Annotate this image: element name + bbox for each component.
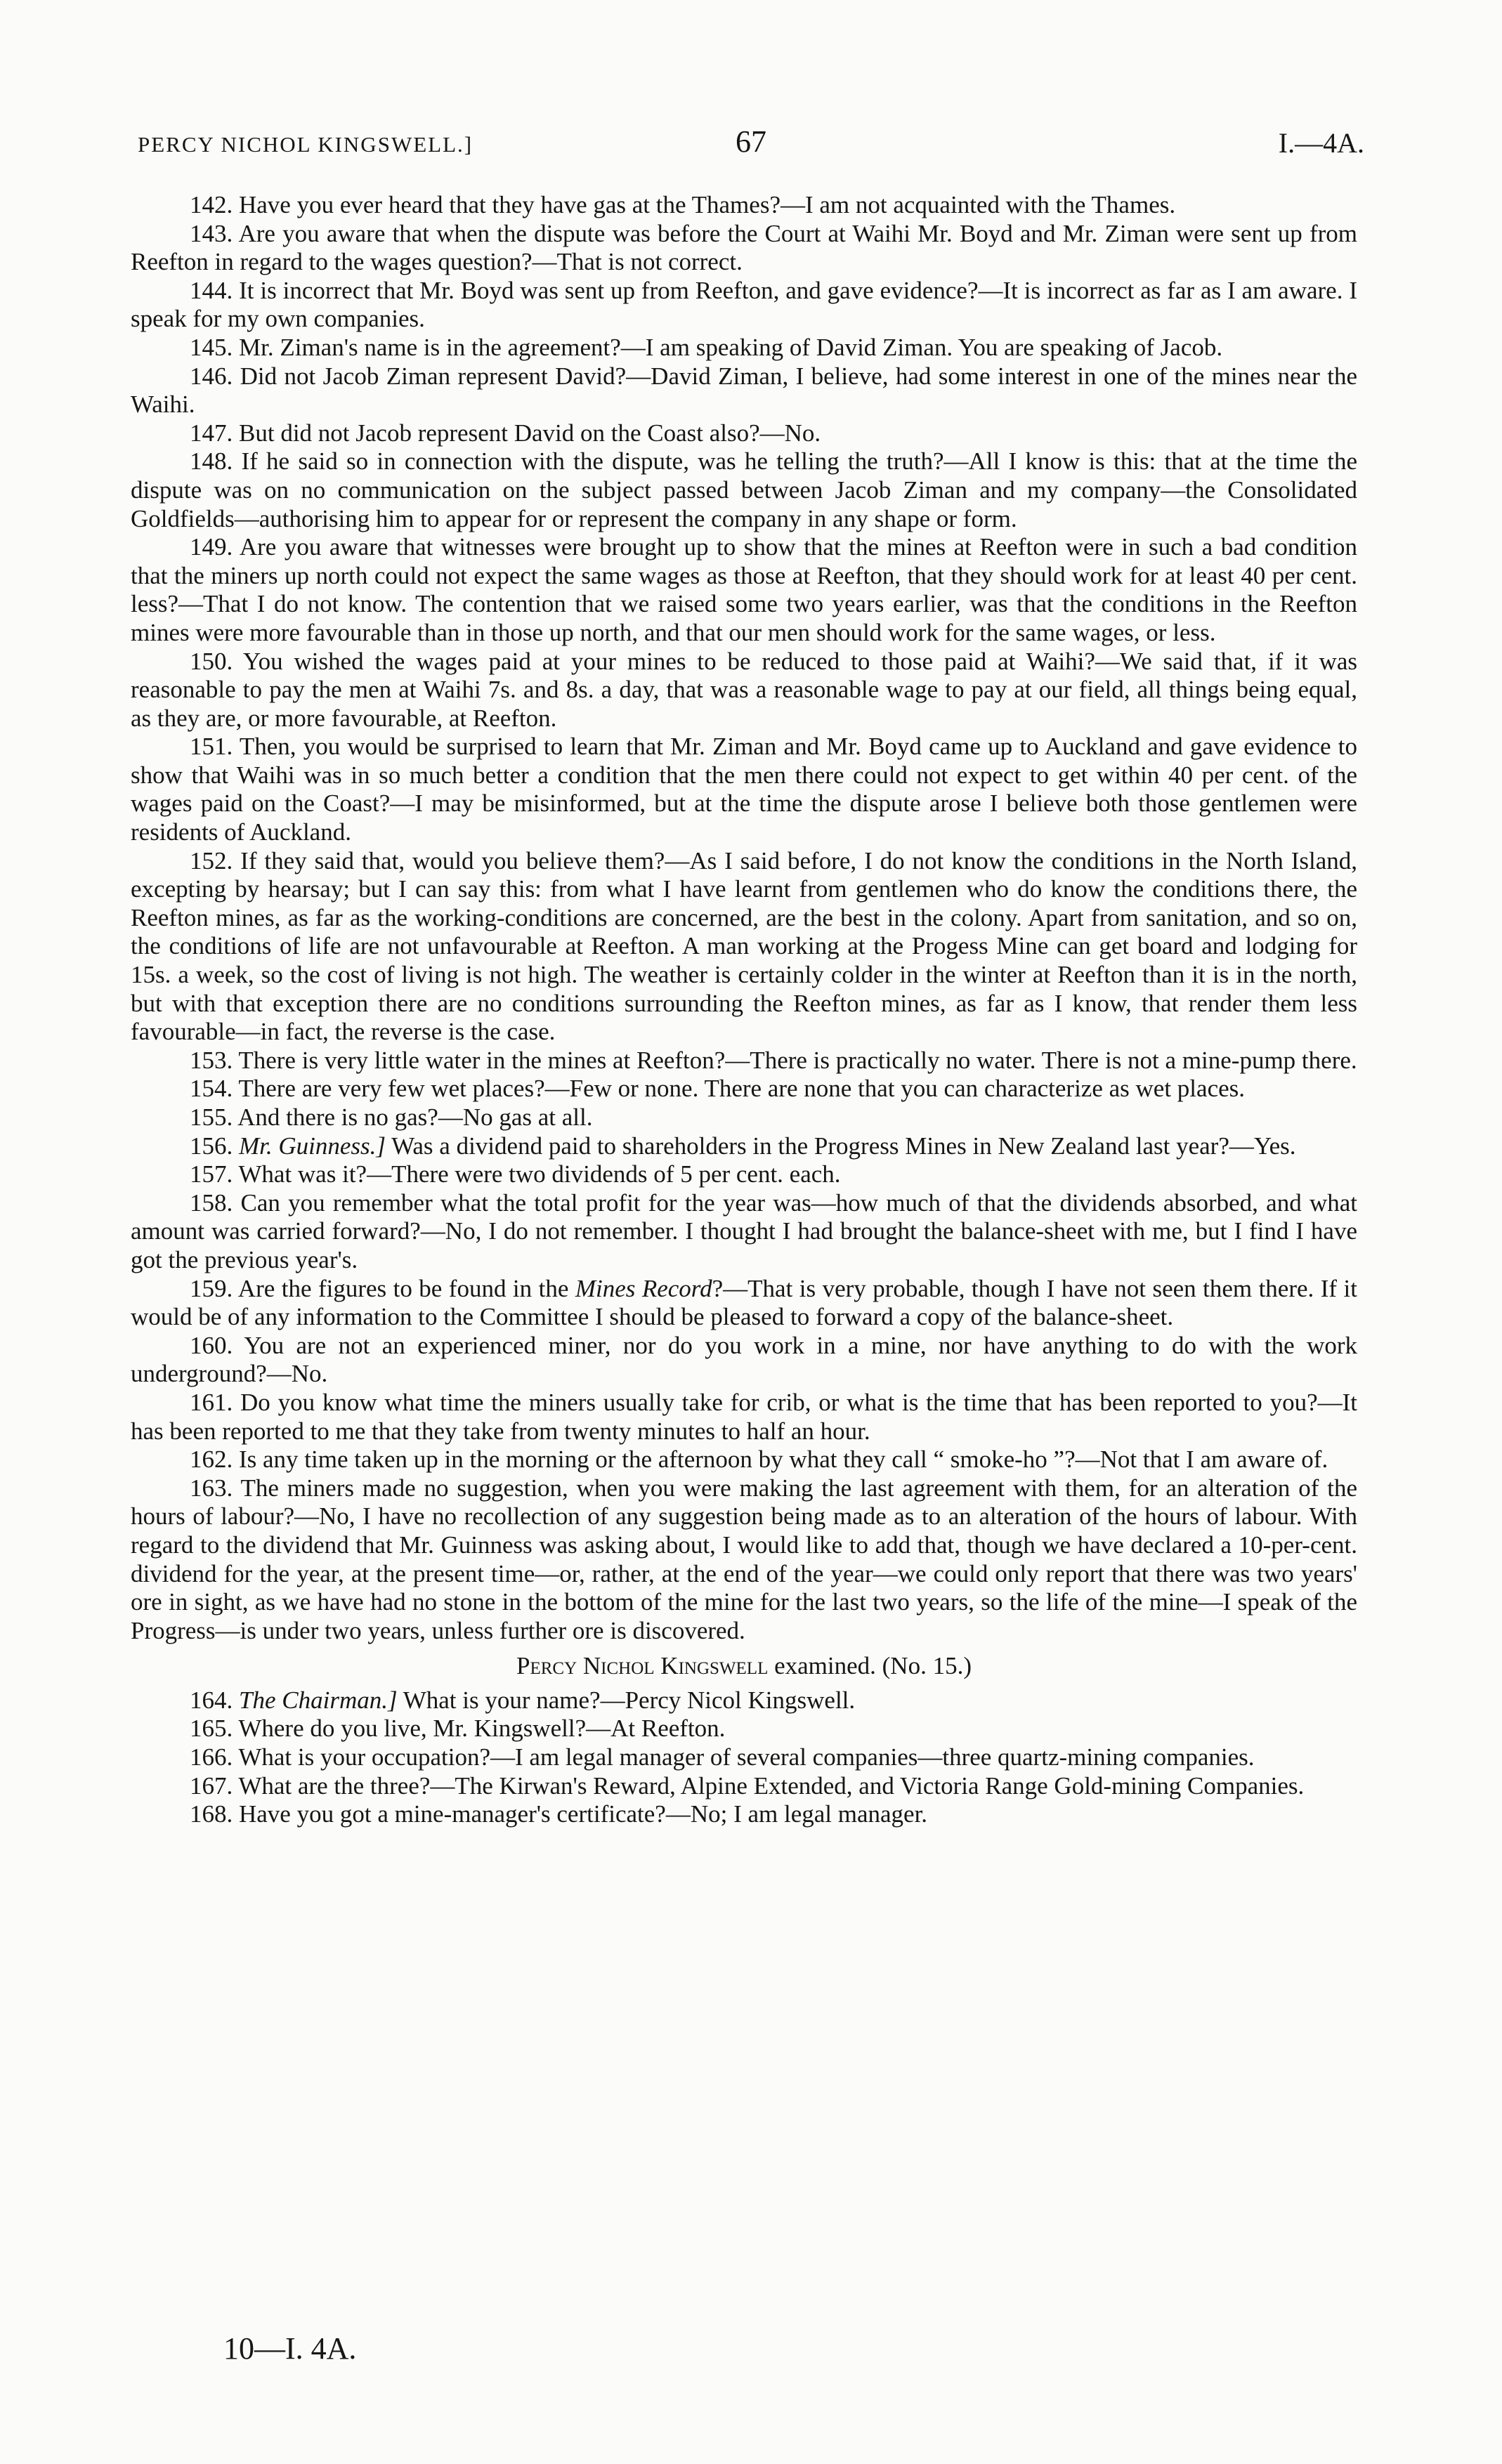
question-143: 143. Are you aware that when the dispute was before the Court at Waihi Mr. Boyd and Mr. Ziman were sent up from Reefton in regard to the wages question?—That is not correct. bbox=[131, 219, 1357, 276]
page-number: 67 bbox=[736, 124, 766, 159]
evidence-text bbox=[131, 191, 1357, 1829]
question-number: 164. bbox=[190, 1686, 233, 1714]
witness-name: Percy Nichol Kingswell bbox=[516, 1652, 769, 1680]
question-154: 154. There are very few wet places?—Few or none. There are none that you can characterize as wet places. bbox=[190, 1075, 1246, 1103]
question-166: 166. What is your occupation?—I am legal manager of several companies—three quartz-mining companies. bbox=[190, 1743, 1255, 1771]
question-150: 150. You wished the wages paid at your mines to be reduced to those paid at Waihi?—We said that, if it was reasonable to pay the men at Waihi 7s. and 8s. a day, that was a reasonable wage to pay at our field, all things being equal, as they are, or more favourable, at Reefton. bbox=[131, 647, 1357, 732]
question-163: 163. The miners made no suggestion, when you were making the last agreement with them, for an alteration of the hours of labour?—No, I have no recollection of any suggestion being made as to an alteration of the hours of labour. With regard to the dividend that Mr. Guinness was asking about, I would like to add that, though we have declared a 10-per-cent. dividend for the year, at the present time—or, rather, at the end of the year—we could only report that there was two years' ore in sight, as we have had no stone in the bottom of the mine for the last two years, so the life of the mine—I speak of the Progress—is under two years, unless further ore is discovered. bbox=[131, 1474, 1357, 1644]
witness-heading bbox=[131, 1652, 1357, 1681]
question-text-start: 159. Are the figures to be found in the bbox=[190, 1274, 575, 1302]
publication-title: Mines Record bbox=[575, 1274, 712, 1302]
question-159 bbox=[131, 1275, 1357, 1332]
speaker-name: Mr. Guinness.] bbox=[239, 1132, 386, 1160]
page-header bbox=[138, 124, 1364, 173]
question-text: What is your name?—Percy Nicol Kingswell. bbox=[397, 1686, 856, 1714]
question-148: 148. If he said so in connection with the dispute, was he telling the truth?—All I know is this: that at the time the dispute was on no communication on the subject passed between Jacob Ziman and my company—the Consolidated Goldfields—authorising him to appear for or represent the company in any shape or form. bbox=[131, 447, 1357, 532]
question-151: 151. Then, you would be surprised to learn that Mr. Ziman and Mr. Boyd came up to Auckland and gave evidence to show that Waihi was in so much better a condition that the men there could not expect to get within 40 per cent. of the wages paid on the Coast?—I may be misinformed, but at the time the dispute arose I believe both those gentlemen were residents of Auckland. bbox=[131, 733, 1357, 846]
question-149: 149. Are you aware that witnesses were brought up to show that the mines at Reefton were in such a bad condition that the miners up north could not expect the same wages as those at Reefton, that they should work for at least 40 per cent. less?—That I do not know. The contention that we raised some two years earlier, was that the conditions in the Reefton mines were more favourable than in those up north, and that our men should work for the same wages, or less. bbox=[131, 533, 1357, 646]
question-165: 165. Where do you live, Mr. Kingswell?—At Reefton. bbox=[190, 1715, 726, 1743]
question-text-end: ?—That is very probable, though I have not seen them there. If it would be of any information to the Committee I should be pleased to forward a copy of the balance-sheet. bbox=[131, 1274, 1357, 1331]
question-144: 144. It is incorrect that Mr. Boyd was sent up from Reefton, and gave evidence?—It is incorrect as far as I am aware. I speak for my own companies. bbox=[131, 276, 1357, 333]
question-153: 153. There is very little water in the mines at Reefton?—There is practically no water. There is not a mine-pump there. bbox=[190, 1046, 1357, 1074]
question-147: 147. But did not Jacob represent David on the Coast also?—No. bbox=[190, 419, 821, 447]
question-152: 152. If they said that, would you believe them?—As I said before, I do not know the conditions in the North Island, excepting by hearsay; but I can say this: from what I have learnt from gentlemen who do know the conditions there, the Reefton mines, as far as the working-conditions are concerned, are the best in the colony. Apart from sanitation, and so on, the conditions of life are not unfavourable at Reefton. A man working at the Progess Mine can get board and lodging for 15s. a week, so the cost of living is not high. The weather is certainly colder in the winter at Reefton than it is in the north, but with that exception there are no conditions surrounding the Reefton mines, as far as I know, that render them less favourable—in fact, the reverse is the case. bbox=[131, 846, 1357, 1046]
running-head-name: PERCY NICHOL KINGSWELL.] bbox=[138, 132, 474, 157]
question-146: 146. Did not Jacob Ziman represent David?—David Ziman, I believe, had some interest in one of the mines near the Waihi. bbox=[131, 362, 1357, 419]
question-162: 162. Is any time taken up in the morning or the afternoon by what they call “ smoke-ho ”?—Not that I am aware of. bbox=[190, 1446, 1328, 1474]
paper-reference: I.—4A. bbox=[1278, 127, 1364, 159]
speaker-name: The Chairman.] bbox=[239, 1686, 398, 1714]
question-158: 158. Can you remember what the total profit for the year was—how much of that the dividends absorbed, and what amount was carried forward?—No, I do not remember. I thought I had brought the balance-sheet with me, but I find I have got the previous year's. bbox=[131, 1188, 1357, 1273]
question-168: 168. Have you got a mine-manager's certificate?—No; I am legal manager. bbox=[190, 1800, 928, 1828]
question-145: 145. Mr. Ziman's name is in the agreement?—I am speaking of David Ziman. You are speaking of Jacob. bbox=[190, 333, 1223, 361]
question-160: 160. You are not an experienced miner, nor do you work in a mine, nor have anything to do with the work underground?—No. bbox=[131, 1331, 1357, 1388]
question-167: 167. What are the three?—The Kirwan's Reward, Alpine Extended, and Victoria Range Gold-mining Companies. bbox=[190, 1771, 1305, 1800]
question-157: 157. What was it?—There were two dividends of 5 per cent. each. bbox=[190, 1160, 841, 1188]
question-142: 142. Have you ever heard that they have gas at the Thames?—I am not acquainted with the Thames. bbox=[190, 191, 1176, 218]
witness-heading-rest: examined. (No. 15.) bbox=[768, 1652, 972, 1680]
question-number: 156. bbox=[190, 1132, 233, 1160]
question-155: 155. And there is no gas?—No gas at all. bbox=[190, 1103, 593, 1131]
question-156 bbox=[131, 1132, 1357, 1161]
signature-mark: 10—I. 4A. bbox=[223, 2331, 357, 2366]
question-164 bbox=[131, 1686, 1357, 1715]
question-161: 161. Do you know what time the miners usually take for crib, or what is the time that has been reported to you?—It has been reported to me that they take from twenty minutes to half an hour. bbox=[131, 1388, 1357, 1445]
question-text: Was a dividend paid to shareholders in the Progress Mines in New Zealand last year?—Yes. bbox=[386, 1132, 1296, 1160]
